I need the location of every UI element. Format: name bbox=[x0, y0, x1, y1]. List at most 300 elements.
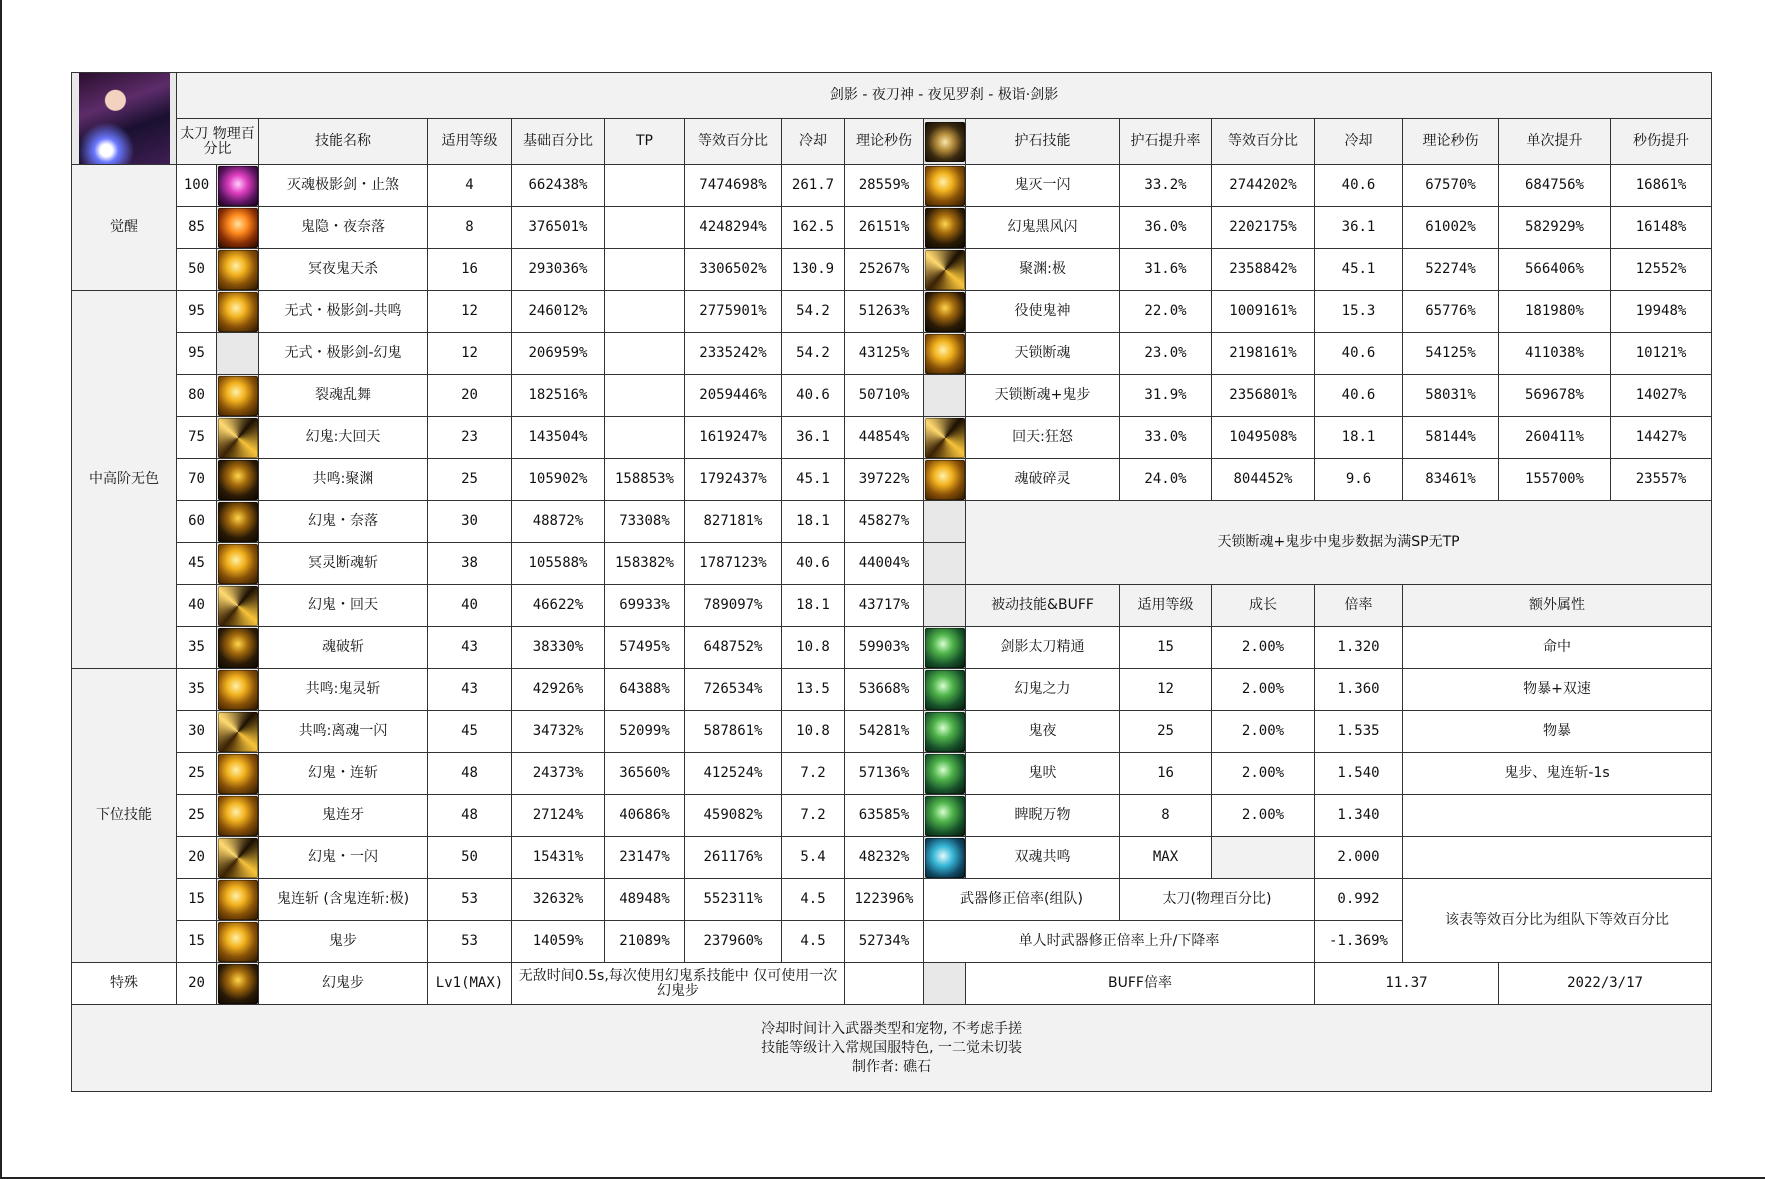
skill-dps: 44004% bbox=[845, 543, 924, 585]
swirl-icon bbox=[925, 418, 965, 458]
skill-name: 共鸣:离魂一闪 bbox=[259, 711, 428, 753]
skill-req: 45 bbox=[428, 711, 512, 753]
footer-line: 制作者: 礁石 bbox=[851, 1058, 932, 1075]
passive-extra bbox=[1403, 837, 1712, 879]
talisman-dps: 61002% bbox=[1403, 207, 1499, 249]
talisman-cd: 9.6 bbox=[1315, 459, 1403, 501]
skill-cd: 4.5 bbox=[782, 879, 845, 921]
gold-icon bbox=[218, 922, 258, 962]
talisman-cd: 40.6 bbox=[1315, 165, 1403, 207]
skill-name: 无式・极影剑-幻鬼 bbox=[259, 333, 428, 375]
skill-dps: 53668% bbox=[845, 669, 924, 711]
table-row bbox=[72, 669, 1712, 711]
gold-icon bbox=[218, 880, 258, 920]
skill-base: 246012% bbox=[512, 291, 605, 333]
header-right-2: 等效百分比 bbox=[1212, 119, 1315, 165]
table-title: 剑影 - 夜刀神 - 夜见罗刹 - 极诣·剑影 bbox=[177, 73, 1712, 119]
skill-base: 32632% bbox=[512, 879, 605, 921]
skill-level: 15 bbox=[177, 879, 217, 921]
talisman-rate: 22.0% bbox=[1120, 291, 1212, 333]
passive-header-req: 适用等级 bbox=[1120, 585, 1212, 627]
talisman-icon-cell bbox=[924, 417, 966, 459]
skill-cd: 54.2 bbox=[782, 333, 845, 375]
buff-date: 2022/3/17 bbox=[1499, 963, 1712, 1005]
skill-eq: 412524% bbox=[685, 753, 782, 795]
skill-icon-cell bbox=[217, 291, 259, 333]
swirl-icon bbox=[218, 712, 258, 752]
skill-tp bbox=[605, 375, 685, 417]
skill-eq: 261176% bbox=[685, 837, 782, 879]
talisman-gain: 16861% bbox=[1611, 165, 1712, 207]
skill-cd: 4.5 bbox=[782, 921, 845, 963]
skill-icon-cell bbox=[217, 165, 259, 207]
skill-icon-cell bbox=[217, 711, 259, 753]
skill-level: 100 bbox=[177, 165, 217, 207]
skill-name: 冥灵断魂斩 bbox=[259, 543, 428, 585]
talisman-eq: 1049508% bbox=[1212, 417, 1315, 459]
gold-icon bbox=[925, 334, 965, 374]
skill-dps: 43125% bbox=[845, 333, 924, 375]
talisman-single: 569678% bbox=[1499, 375, 1611, 417]
talisman-dps: 54125% bbox=[1403, 333, 1499, 375]
skill-dps: 122396% bbox=[845, 879, 924, 921]
dark-icon bbox=[218, 502, 258, 542]
swirl-icon bbox=[218, 586, 258, 626]
skill-level: 75 bbox=[177, 417, 217, 459]
talisman-name: 鬼灭一闪 bbox=[966, 165, 1120, 207]
skill-req: 48 bbox=[428, 795, 512, 837]
header-weapon-type: 太刀 物理百分比 bbox=[177, 119, 259, 165]
skill-req: 25 bbox=[428, 459, 512, 501]
skill-base: 48872% bbox=[512, 501, 605, 543]
talisman-dps: 67570% bbox=[1403, 165, 1499, 207]
passive-growth: 2.00% bbox=[1212, 627, 1315, 669]
skill-req: 20 bbox=[428, 375, 512, 417]
skill-icon-cell bbox=[217, 585, 259, 627]
skill-icon-cell bbox=[217, 207, 259, 249]
skill-icon-cell bbox=[217, 753, 259, 795]
skill-icon-cell bbox=[217, 417, 259, 459]
skill-icon-cell bbox=[217, 459, 259, 501]
skill-dps: 28559% bbox=[845, 165, 924, 207]
green-icon bbox=[925, 670, 965, 710]
skill-base: 24373% bbox=[512, 753, 605, 795]
skill-base: 34732% bbox=[512, 711, 605, 753]
header-right-6: 秒伤提升 bbox=[1611, 119, 1712, 165]
category-awaken: 觉醒 bbox=[72, 165, 177, 291]
passive-extra: 命中 bbox=[1403, 627, 1712, 669]
special-note: 无敌时间0.5s,每次使用幻鬼系技能中 仅可使用一次幻鬼步 bbox=[512, 963, 845, 1005]
gold-icon bbox=[925, 166, 965, 206]
weapon-label: 武器修正倍率(组队) bbox=[924, 879, 1120, 921]
talisman-single: 181980% bbox=[1499, 291, 1611, 333]
table-row bbox=[72, 291, 1712, 333]
skill-icon-cell bbox=[217, 627, 259, 669]
skill-level: 40 bbox=[177, 585, 217, 627]
talisman-eq: 1009161% bbox=[1212, 291, 1315, 333]
passive-extra: 物暴 bbox=[1403, 711, 1712, 753]
skill-icon-cell bbox=[217, 249, 259, 291]
passive-req: 8 bbox=[1120, 795, 1212, 837]
skill-tp: 158382% bbox=[605, 543, 685, 585]
talisman-dps: 83461% bbox=[1403, 459, 1499, 501]
header-right-1: 护石提升率 bbox=[1120, 119, 1212, 165]
talisman-gain: 14427% bbox=[1611, 417, 1712, 459]
talisman-rate: 33.0% bbox=[1120, 417, 1212, 459]
skill-dps: 50710% bbox=[845, 375, 924, 417]
talisman-single: 684756% bbox=[1499, 165, 1611, 207]
talisman-name: 天锁断魂 bbox=[966, 333, 1120, 375]
passive-req: 15 bbox=[1120, 627, 1212, 669]
talisman-rate: 31.9% bbox=[1120, 375, 1212, 417]
talisman-cd: 45.1 bbox=[1315, 249, 1403, 291]
table-row bbox=[72, 963, 1712, 1005]
talisman-single: 260411% bbox=[1499, 417, 1611, 459]
talisman-eq: 2744202% bbox=[1212, 165, 1315, 207]
skill-cd: 18.1 bbox=[782, 501, 845, 543]
talisman-single: 582929% bbox=[1499, 207, 1611, 249]
gold-icon bbox=[218, 754, 258, 794]
talisman-cd: 15.3 bbox=[1315, 291, 1403, 333]
passive-growth: 2.00% bbox=[1212, 795, 1315, 837]
passive-mult: 1.535 bbox=[1315, 711, 1403, 753]
skill-tp bbox=[605, 291, 685, 333]
skill-eq: 459082% bbox=[685, 795, 782, 837]
table-row bbox=[72, 501, 1712, 543]
gold-icon bbox=[925, 460, 965, 500]
skill-eq: 726534% bbox=[685, 669, 782, 711]
talisman-single: 411038% bbox=[1499, 333, 1611, 375]
skill-dps: 52734% bbox=[845, 921, 924, 963]
table-row bbox=[72, 375, 1712, 417]
skill-eq: 789097% bbox=[685, 585, 782, 627]
skill-eq: 3306502% bbox=[685, 249, 782, 291]
gold-icon bbox=[218, 376, 258, 416]
skill-eq: 4248294% bbox=[685, 207, 782, 249]
talisman-name: 聚渊:极 bbox=[966, 249, 1120, 291]
swirl-icon bbox=[218, 418, 258, 458]
skill-level: 20 bbox=[177, 837, 217, 879]
green-icon bbox=[925, 712, 965, 752]
talisman-header-icon-cell bbox=[924, 119, 966, 165]
skill-icon-cell bbox=[217, 879, 259, 921]
category-lower: 下位技能 bbox=[72, 669, 177, 963]
skill-icon-cell bbox=[217, 543, 259, 585]
passive-mult: 1.540 bbox=[1315, 753, 1403, 795]
passive-header-extra: 额外属性 bbox=[1403, 585, 1712, 627]
table-row bbox=[72, 459, 1712, 501]
header-left-4: TP bbox=[605, 119, 685, 165]
dark-icon bbox=[218, 964, 258, 1004]
footer-line: 技能等级计入常规国服特色, 一二觉未切装 bbox=[761, 1039, 1022, 1056]
skill-tp: 158853% bbox=[605, 459, 685, 501]
header-right-4: 理论秒伤 bbox=[1403, 119, 1499, 165]
skill-icon-cell bbox=[217, 375, 259, 417]
skill-cd: 13.5 bbox=[782, 669, 845, 711]
passive-icon-empty-cell bbox=[924, 585, 966, 627]
passive-name: 双魂共鸣 bbox=[966, 837, 1120, 879]
skill-name: 幻鬼・一闪 bbox=[259, 837, 428, 879]
passive-growth: 2.00% bbox=[1212, 753, 1315, 795]
passive-name: 剑影太刀精通 bbox=[966, 627, 1120, 669]
skill-dps: 26151% bbox=[845, 207, 924, 249]
skill-tp: 69933% bbox=[605, 585, 685, 627]
skill-tp bbox=[605, 207, 685, 249]
passive-icon-cell bbox=[924, 795, 966, 837]
header-left-5: 等效百分比 bbox=[685, 119, 782, 165]
skill-tp: 73308% bbox=[605, 501, 685, 543]
magenta-icon bbox=[218, 166, 258, 206]
gold-icon bbox=[218, 544, 258, 584]
talisman-name: 天锁断魂+鬼步 bbox=[966, 375, 1120, 417]
skill-tp bbox=[605, 165, 685, 207]
dark-icon bbox=[925, 292, 965, 332]
skill-dps: 59903% bbox=[845, 627, 924, 669]
passive-req: MAX bbox=[1120, 837, 1212, 879]
skill-base: 182516% bbox=[512, 375, 605, 417]
skill-base: 143504% bbox=[512, 417, 605, 459]
passive-header-growth: 成长 bbox=[1212, 585, 1315, 627]
talisman-gain: 23557% bbox=[1611, 459, 1712, 501]
skill-name: 魂破斩 bbox=[259, 627, 428, 669]
skill-level: 45 bbox=[177, 543, 217, 585]
special-icon-empty-cell bbox=[924, 963, 966, 1005]
talisman-dps: 58144% bbox=[1403, 417, 1499, 459]
skill-level: 25 bbox=[177, 795, 217, 837]
passive-icon-cell bbox=[924, 711, 966, 753]
header-left-1: 技能名称 bbox=[259, 119, 428, 165]
passive-mult: 1.320 bbox=[1315, 627, 1403, 669]
talisman-icon-cell bbox=[924, 459, 966, 501]
skill-req: 43 bbox=[428, 669, 512, 711]
table-row bbox=[72, 207, 1712, 249]
talisman-eq: 2356801% bbox=[1212, 375, 1315, 417]
special-name: 幻鬼步 bbox=[259, 963, 428, 1005]
swirl-icon bbox=[925, 250, 965, 290]
table-row bbox=[72, 711, 1712, 753]
passive-growth: 2.00% bbox=[1212, 669, 1315, 711]
special-dps-empty bbox=[845, 963, 924, 1005]
talisman-icon-cell bbox=[924, 291, 966, 333]
talisman-name: 回天:狂怒 bbox=[966, 417, 1120, 459]
talisman-name: 役使鬼神 bbox=[966, 291, 1120, 333]
passive-icon-cell bbox=[924, 669, 966, 711]
skill-name: 共鸣:聚渊 bbox=[259, 459, 428, 501]
talisman-icon-cell bbox=[924, 249, 966, 291]
skill-req: 30 bbox=[428, 501, 512, 543]
passive-header-mult: 倍率 bbox=[1315, 585, 1403, 627]
skill-eq: 1787123% bbox=[685, 543, 782, 585]
skill-req: 23 bbox=[428, 417, 512, 459]
table-row bbox=[72, 417, 1712, 459]
skill-tp bbox=[605, 333, 685, 375]
skill-cd: 130.9 bbox=[782, 249, 845, 291]
footer-line: 冷却时间计入武器类型和宠物, 不考虑手搓 bbox=[761, 1020, 1022, 1037]
skill-dps: 51263% bbox=[845, 291, 924, 333]
skill-level: 70 bbox=[177, 459, 217, 501]
talisman-icon-empty-cell bbox=[924, 543, 966, 585]
dark-icon bbox=[218, 460, 258, 500]
header-left-6: 冷却 bbox=[782, 119, 845, 165]
skill-eq: 237960% bbox=[685, 921, 782, 963]
skill-req: 53 bbox=[428, 879, 512, 921]
passive-icon-cell bbox=[924, 753, 966, 795]
skill-base: 206959% bbox=[512, 333, 605, 375]
category-mid: 中高阶无色 bbox=[72, 291, 177, 669]
passive-growth bbox=[1212, 837, 1315, 879]
skill-level: 15 bbox=[177, 921, 217, 963]
skill-level: 35 bbox=[177, 627, 217, 669]
skill-name: 鬼连斩 (含鬼连斩:极) bbox=[259, 879, 428, 921]
talisman-icon-cell bbox=[924, 207, 966, 249]
skill-req: 53 bbox=[428, 921, 512, 963]
header-left-2: 适用等级 bbox=[428, 119, 512, 165]
skill-eq: 587861% bbox=[685, 711, 782, 753]
skill-base: 662438% bbox=[512, 165, 605, 207]
passive-mult: 2.000 bbox=[1315, 837, 1403, 879]
talisman-rate: 36.0% bbox=[1120, 207, 1212, 249]
skill-level: 85 bbox=[177, 207, 217, 249]
header-left-7: 理论秒伤 bbox=[845, 119, 924, 165]
footer-row bbox=[72, 1005, 1712, 1092]
avatar-cell bbox=[72, 73, 177, 165]
skill-req: 43 bbox=[428, 627, 512, 669]
table-row bbox=[72, 753, 1712, 795]
buff-value: 11.37 bbox=[1315, 963, 1499, 1005]
skill-tp: 21089% bbox=[605, 921, 685, 963]
green-icon bbox=[925, 754, 965, 794]
passive-name: 鬼夜 bbox=[966, 711, 1120, 753]
skill-cd: 40.6 bbox=[782, 375, 845, 417]
skill-tp: 48948% bbox=[605, 879, 685, 921]
talisman-single: 566406% bbox=[1499, 249, 1611, 291]
gold-icon bbox=[218, 670, 258, 710]
talisman-cd: 40.6 bbox=[1315, 375, 1403, 417]
skill-dps: 63585% bbox=[845, 795, 924, 837]
talisman-single: 155700% bbox=[1499, 459, 1611, 501]
skill-req: 12 bbox=[428, 291, 512, 333]
talisman-icon-empty-cell bbox=[924, 501, 966, 543]
skill-eq: 2059446% bbox=[685, 375, 782, 417]
skill-req: 4 bbox=[428, 165, 512, 207]
skill-req: 50 bbox=[428, 837, 512, 879]
talisman-gain: 12552% bbox=[1611, 249, 1712, 291]
skill-dps: 57136% bbox=[845, 753, 924, 795]
special-req: Lv1(MAX) bbox=[428, 963, 512, 1005]
skill-req: 16 bbox=[428, 249, 512, 291]
talisman-name: 魂破碎灵 bbox=[966, 459, 1120, 501]
table-row bbox=[72, 585, 1712, 627]
passive-req: 25 bbox=[1120, 711, 1212, 753]
skill-eq: 648752% bbox=[685, 627, 782, 669]
skill-level: 95 bbox=[177, 333, 217, 375]
skill-name: 共鸣:鬼灵斩 bbox=[259, 669, 428, 711]
skill-req: 8 bbox=[428, 207, 512, 249]
weapon-solo-label: 单人时武器修正倍率上升/下降率 bbox=[924, 921, 1315, 963]
passive-req: 16 bbox=[1120, 753, 1212, 795]
skill-name: 幻鬼・奈落 bbox=[259, 501, 428, 543]
passive-growth: 2.00% bbox=[1212, 711, 1315, 753]
skill-tp: 52099% bbox=[605, 711, 685, 753]
skill-cd: 10.8 bbox=[782, 711, 845, 753]
skill-dps: 54281% bbox=[845, 711, 924, 753]
talisman-gain: 10121% bbox=[1611, 333, 1712, 375]
character-avatar bbox=[79, 73, 170, 164]
skill-cd: 54.2 bbox=[782, 291, 845, 333]
table-row bbox=[72, 165, 1712, 207]
talisman-icon-cell bbox=[924, 375, 966, 417]
party-note: 该表等效百分比为组队下等效百分比 bbox=[1403, 879, 1712, 963]
talisman-name: 幻鬼黑风闪 bbox=[966, 207, 1120, 249]
weapon-type: 太刀(物理百分比) bbox=[1120, 879, 1315, 921]
skill-base: 38330% bbox=[512, 627, 605, 669]
talisman-eq: 2358842% bbox=[1212, 249, 1315, 291]
skill-cd: 162.5 bbox=[782, 207, 845, 249]
skill-level: 80 bbox=[177, 375, 217, 417]
table-row bbox=[72, 795, 1712, 837]
skill-dps: 25267% bbox=[845, 249, 924, 291]
talisman-dps: 52274% bbox=[1403, 249, 1499, 291]
skill-cd: 45.1 bbox=[782, 459, 845, 501]
skill-cd: 40.6 bbox=[782, 543, 845, 585]
skill-dps: 45827% bbox=[845, 501, 924, 543]
skill-cd: 7.2 bbox=[782, 795, 845, 837]
passive-extra: 物暴+双速 bbox=[1403, 669, 1712, 711]
table-row bbox=[72, 879, 1712, 921]
skill-name: 鬼步 bbox=[259, 921, 428, 963]
skill-base: 46622% bbox=[512, 585, 605, 627]
skill-cd: 10.8 bbox=[782, 627, 845, 669]
header-left-3: 基础百分比 bbox=[512, 119, 605, 165]
footer-notes bbox=[72, 1005, 1712, 1092]
talisman-rune-icon bbox=[925, 122, 965, 162]
skill-icon-cell bbox=[217, 669, 259, 711]
skill-level: 25 bbox=[177, 753, 217, 795]
talisman-gain: 14027% bbox=[1611, 375, 1712, 417]
buff-label: BUFF倍率 bbox=[966, 963, 1315, 1005]
passive-extra: 鬼步、鬼连斩-1s bbox=[1403, 753, 1712, 795]
table-row bbox=[72, 837, 1712, 879]
skill-dps: 44854% bbox=[845, 417, 924, 459]
skill-req: 40 bbox=[428, 585, 512, 627]
talisman-dps: 65776% bbox=[1403, 291, 1499, 333]
dark-icon bbox=[218, 628, 258, 668]
skill-cd: 36.1 bbox=[782, 417, 845, 459]
talisman-icon-cell bbox=[924, 165, 966, 207]
skill-cd: 5.4 bbox=[782, 837, 845, 879]
talisman-cd: 40.6 bbox=[1315, 333, 1403, 375]
skill-icon-cell bbox=[217, 837, 259, 879]
skill-base: 14059% bbox=[512, 921, 605, 963]
weapon-solo-value: -1.369% bbox=[1315, 921, 1403, 963]
skill-tp bbox=[605, 249, 685, 291]
skill-base: 376501% bbox=[512, 207, 605, 249]
passive-mult: 1.340 bbox=[1315, 795, 1403, 837]
cyan-icon bbox=[925, 838, 965, 878]
skill-level: 60 bbox=[177, 501, 217, 543]
talisman-cd: 36.1 bbox=[1315, 207, 1403, 249]
skill-base: 15431% bbox=[512, 837, 605, 879]
skill-name: 幻鬼・回天 bbox=[259, 585, 428, 627]
passive-icon-cell bbox=[924, 837, 966, 879]
orange-icon bbox=[218, 208, 258, 248]
talisman-gain: 16148% bbox=[1611, 207, 1712, 249]
skill-dps: 39722% bbox=[845, 459, 924, 501]
skill-base: 105902% bbox=[512, 459, 605, 501]
passive-name: 睥睨万物 bbox=[966, 795, 1120, 837]
talisman-note: 天锁断魂+鬼步中鬼步数据为满SP无TP bbox=[966, 501, 1712, 585]
skill-eq: 1792437% bbox=[685, 459, 782, 501]
